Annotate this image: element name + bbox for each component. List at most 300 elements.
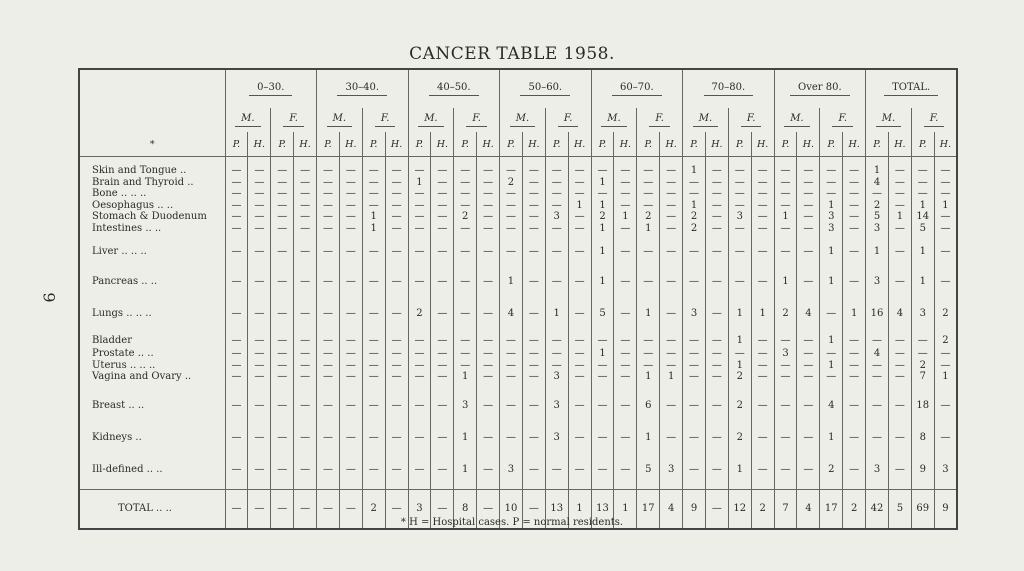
cell-value: 1 (454, 415, 477, 447)
cell-value: — (614, 371, 637, 383)
cell-value: — (934, 259, 957, 291)
total-value: — (294, 489, 317, 529)
cell-value: — (843, 360, 866, 372)
cell-value: 1 (545, 291, 568, 323)
cell-value: — (408, 323, 431, 348)
spacer (888, 479, 911, 490)
cell-value: — (751, 415, 774, 447)
cell-value: — (431, 323, 454, 348)
cell-value: — (248, 188, 271, 200)
cell-value: — (248, 234, 271, 259)
table-row (79, 383, 957, 415)
cell-value: — (522, 415, 545, 447)
cell-value: — (431, 177, 454, 189)
cell-value: — (934, 188, 957, 200)
cell-value: — (728, 223, 751, 235)
cell-value: 1 (820, 415, 843, 447)
sex-label: F. (375, 113, 396, 127)
age-group-label: TOTAL. (884, 82, 938, 96)
ph-header: H. (797, 132, 820, 157)
cell-value: — (477, 371, 500, 383)
cell-value: — (545, 234, 568, 259)
cell-value: — (888, 259, 911, 291)
sex-label: F. (924, 113, 945, 127)
spacer (934, 157, 957, 166)
cell-value: — (477, 177, 500, 189)
cell-value: — (568, 383, 591, 415)
cell-value: — (591, 165, 614, 177)
cell-value: 5 (911, 223, 934, 235)
cell-value: 1 (774, 259, 797, 291)
cell-value: — (843, 223, 866, 235)
cell-value: — (774, 383, 797, 415)
cell-value: — (248, 447, 271, 479)
cell-value: — (614, 348, 637, 360)
spacer (637, 157, 660, 166)
cell-value: — (660, 383, 683, 415)
cell-value: — (294, 234, 317, 259)
cell-value: — (271, 223, 294, 235)
cell-value: — (454, 177, 477, 189)
cell-value: — (522, 223, 545, 235)
cell-value: 2 (820, 447, 843, 479)
cell-value: — (683, 348, 706, 360)
cell-value: — (545, 177, 568, 189)
cell-value: — (385, 200, 408, 212)
cell-value: — (454, 188, 477, 200)
cell-value: — (843, 177, 866, 189)
spacer (271, 479, 294, 490)
cell-value: — (477, 360, 500, 372)
cell-value: — (843, 234, 866, 259)
spacer (454, 157, 477, 166)
ph-header: H. (888, 132, 911, 157)
sex-label: F. (649, 113, 670, 127)
cell-value: — (408, 211, 431, 223)
age-group-header (317, 69, 409, 108)
cell-value: — (797, 234, 820, 259)
cell-value: — (751, 177, 774, 189)
cell-value: — (362, 234, 385, 259)
cell-value: 2 (728, 383, 751, 415)
cell-value: — (477, 291, 500, 323)
cell-value: — (225, 415, 248, 447)
cell-value: — (408, 165, 431, 177)
spacer (545, 157, 568, 166)
cell-value: 2 (911, 360, 934, 372)
cell-value: — (362, 371, 385, 383)
total-value: 4 (797, 489, 820, 529)
cell-value: — (271, 360, 294, 372)
cell-value: — (774, 234, 797, 259)
cell-value: — (225, 371, 248, 383)
cell-value: — (888, 447, 911, 479)
ph-header: P. (225, 132, 248, 157)
cell-value: — (522, 447, 545, 479)
cell-value: — (248, 177, 271, 189)
cell-value: — (385, 371, 408, 383)
total-value: 69 (911, 489, 934, 529)
spacer (317, 479, 340, 490)
row-label: Breast .. .. (92, 399, 145, 411)
ph-header: H. (477, 132, 500, 157)
cell-value: 18 (911, 383, 934, 415)
cell-value: — (271, 177, 294, 189)
cell-value: — (225, 200, 248, 212)
cell-value: — (385, 223, 408, 235)
cell-value: — (385, 348, 408, 360)
spacer (454, 479, 477, 490)
cell-value: — (294, 323, 317, 348)
cell-value: — (317, 165, 340, 177)
sex-header (545, 108, 591, 132)
cell-value: — (614, 447, 637, 479)
total-value: 10 (500, 489, 523, 529)
spacer (522, 479, 545, 490)
cell-value: — (294, 165, 317, 177)
row-label: Liver .. .. .. (92, 246, 147, 257)
cell-value: — (637, 234, 660, 259)
cell-value: 1 (820, 200, 843, 212)
age-group-header (683, 69, 775, 108)
cell-value: 1 (454, 447, 477, 479)
cell-value: — (614, 177, 637, 189)
table-row (79, 447, 957, 479)
cell-value: — (660, 291, 683, 323)
cell-value: 1 (591, 348, 614, 360)
cell-value: — (477, 200, 500, 212)
cell-value: 1 (408, 177, 431, 189)
cell-value: 1 (888, 211, 911, 223)
cell-value: — (385, 447, 408, 479)
header-blank (79, 69, 225, 108)
cell-value: — (660, 360, 683, 372)
cell-value: — (843, 188, 866, 200)
cell-value: — (317, 348, 340, 360)
cell-value: — (705, 323, 728, 348)
cell-value: — (408, 200, 431, 212)
ph-header: P. (683, 132, 706, 157)
cell-value: — (500, 234, 523, 259)
cell-value: — (797, 383, 820, 415)
spacer (545, 479, 568, 490)
spacer (705, 157, 728, 166)
cell-value: — (248, 211, 271, 223)
cell-value: — (934, 383, 957, 415)
cell-value: — (522, 234, 545, 259)
cell-value: 2 (500, 177, 523, 189)
spacer (385, 157, 408, 166)
cell-value: — (362, 165, 385, 177)
cell-value: — (248, 259, 271, 291)
cell-value: — (317, 323, 340, 348)
age-group-label: Over 80. (790, 82, 850, 96)
cell-value: — (500, 323, 523, 348)
total-value: — (248, 489, 271, 529)
cell-value: — (888, 234, 911, 259)
cell-value: — (339, 234, 362, 259)
cell-value: 2 (774, 291, 797, 323)
cell-value: — (683, 447, 706, 479)
cell-value: — (797, 348, 820, 360)
cell-value: — (294, 200, 317, 212)
table-row (79, 211, 957, 223)
cell-value: 1 (568, 200, 591, 212)
ph-header: P. (362, 132, 385, 157)
cell-value: — (866, 415, 889, 447)
sex-header (683, 108, 729, 132)
cell-value: — (408, 360, 431, 372)
spacer (408, 157, 431, 166)
ph-header: P. (545, 132, 568, 157)
spacer (751, 479, 774, 490)
sex-header (362, 108, 408, 132)
cell-value: 2 (454, 211, 477, 223)
cell-value: — (637, 177, 660, 189)
cell-value: — (317, 223, 340, 235)
cell-value: — (294, 383, 317, 415)
cell-value: — (431, 447, 454, 479)
cell-value: — (408, 383, 431, 415)
cell-value: — (614, 234, 637, 259)
ph-header: P. (728, 132, 751, 157)
spacer (568, 157, 591, 166)
cell-value: — (431, 165, 454, 177)
cell-value: — (728, 259, 751, 291)
cell-value: 2 (934, 291, 957, 323)
cell-value: — (568, 188, 591, 200)
cell-value: 1 (774, 211, 797, 223)
cell-value: — (820, 165, 843, 177)
spacer (477, 479, 500, 490)
spacer (591, 479, 614, 490)
cell-value: — (477, 165, 500, 177)
cell-value: — (797, 200, 820, 212)
cell-value: — (294, 371, 317, 383)
cell-value: — (317, 259, 340, 291)
cell-value: — (385, 415, 408, 447)
cell-value: — (271, 200, 294, 212)
cell-value: — (614, 323, 637, 348)
cell-value: — (683, 188, 706, 200)
cell-value: — (362, 415, 385, 447)
cell-value: 1 (866, 165, 889, 177)
cell-value: — (271, 415, 294, 447)
cell-value: 5 (866, 211, 889, 223)
sex-label: F. (832, 113, 853, 127)
spacer (614, 157, 637, 166)
ph-header: H. (248, 132, 271, 157)
cell-value: — (660, 223, 683, 235)
cell-value: 1 (843, 291, 866, 323)
cell-value: — (225, 188, 248, 200)
cell-value: — (225, 348, 248, 360)
cell-value: — (408, 447, 431, 479)
age-group-header (500, 69, 592, 108)
cell-value: — (500, 165, 523, 177)
spacer (568, 479, 591, 490)
cell-value: — (317, 383, 340, 415)
total-value: — (385, 489, 408, 529)
cell-value: — (797, 223, 820, 235)
cell-value: — (888, 415, 911, 447)
sex-label: M. (510, 113, 535, 127)
row-label: Prostate .. .. (92, 348, 154, 360)
star-marker: * (79, 132, 225, 157)
cell-value: — (591, 323, 614, 348)
cell-value: — (225, 211, 248, 223)
cell-value: — (774, 223, 797, 235)
cell-value: — (317, 200, 340, 212)
cell-value: 1 (728, 291, 751, 323)
cell-value: 1 (728, 323, 751, 348)
cell-value: — (294, 291, 317, 323)
cell-value: — (614, 223, 637, 235)
total-label: TOTAL .. .. (118, 503, 172, 514)
total-value: — (271, 489, 294, 529)
cell-value: — (362, 383, 385, 415)
cell-value: — (477, 447, 500, 479)
spacer (385, 479, 408, 490)
spacer (866, 157, 889, 166)
cell-value: — (774, 447, 797, 479)
cell-value: — (751, 165, 774, 177)
cell-value: — (797, 165, 820, 177)
cell-value: — (911, 323, 934, 348)
cell-value: — (339, 348, 362, 360)
table-row (79, 234, 957, 259)
cell-value: 1 (728, 447, 751, 479)
cell-value: 2 (728, 371, 751, 383)
cell-value: — (339, 200, 362, 212)
cell-value: 1 (866, 234, 889, 259)
cell-value: — (751, 360, 774, 372)
cell-value: — (637, 259, 660, 291)
cell-value: — (454, 223, 477, 235)
spacer (431, 157, 454, 166)
ph-header: P. (866, 132, 889, 157)
spacer (820, 157, 843, 166)
row-label: Bone .. .. .. (92, 188, 147, 200)
cell-value: — (477, 348, 500, 360)
cell-value: — (339, 291, 362, 323)
ph-header: H. (934, 132, 957, 157)
cell-value: — (797, 371, 820, 383)
ph-header: P. (591, 132, 614, 157)
cell-value: — (339, 211, 362, 223)
total-value: 1 (568, 489, 591, 529)
cell-value: — (271, 211, 294, 223)
row-label: Kidneys .. (92, 431, 142, 443)
cell-value: 2 (637, 211, 660, 223)
spacer (728, 157, 751, 166)
cell-value: — (614, 415, 637, 447)
cell-value: 5 (637, 447, 660, 479)
cell-value: 1 (820, 234, 843, 259)
table-row (79, 360, 957, 372)
cell-value: — (843, 348, 866, 360)
total-value: 42 (866, 489, 889, 529)
cell-value: 4 (888, 291, 911, 323)
sex-header (866, 108, 912, 132)
cell-value: — (568, 211, 591, 223)
table-row (79, 259, 957, 291)
cell-value: 1 (660, 371, 683, 383)
cell-value: 3 (545, 383, 568, 415)
cell-value: 1 (500, 259, 523, 291)
cell-value: — (751, 348, 774, 360)
cell-value: — (568, 415, 591, 447)
cell-value: — (339, 360, 362, 372)
cell-value: 3 (820, 211, 843, 223)
cell-value: — (339, 177, 362, 189)
cell-value: — (431, 211, 454, 223)
cell-value: — (843, 415, 866, 447)
cell-value: — (294, 415, 317, 447)
cell-value: — (751, 371, 774, 383)
spacer (797, 479, 820, 490)
row-label: Vagina and Ovary .. (92, 371, 192, 383)
cell-value: — (522, 188, 545, 200)
cell-value: — (522, 383, 545, 415)
cell-value: — (431, 259, 454, 291)
cell-value: — (683, 259, 706, 291)
cell-value: — (934, 348, 957, 360)
cell-value: — (568, 223, 591, 235)
cell-value: — (454, 165, 477, 177)
ph-header: H. (385, 132, 408, 157)
cell-value: — (660, 348, 683, 360)
sex-label: M. (418, 113, 443, 127)
cell-value: — (545, 360, 568, 372)
total-value: 5 (888, 489, 911, 529)
cell-value: — (500, 360, 523, 372)
cell-value: — (683, 383, 706, 415)
cell-value: — (843, 200, 866, 212)
cell-value: — (591, 447, 614, 479)
age-group-header (408, 69, 500, 108)
table-row (79, 165, 957, 177)
cell-value: 3 (866, 223, 889, 235)
spacer (820, 479, 843, 490)
cell-value: — (317, 447, 340, 479)
cell-value: — (705, 348, 728, 360)
cell-value: — (294, 348, 317, 360)
cell-value: — (271, 165, 294, 177)
spacer (317, 157, 340, 166)
cell-value: 1 (454, 371, 477, 383)
cell-value: — (248, 323, 271, 348)
cell-value: — (934, 234, 957, 259)
cell-value: 1 (362, 223, 385, 235)
cell-value: — (751, 188, 774, 200)
age-group-header (225, 69, 317, 108)
cell-value: — (454, 323, 477, 348)
cell-value: — (774, 200, 797, 212)
cell-value: — (431, 234, 454, 259)
cell-value: 2 (591, 211, 614, 223)
age-group-label: 30–40. (337, 82, 387, 96)
cell-value: — (705, 177, 728, 189)
total-value: 4 (660, 489, 683, 529)
row-label: Stomach & Duodenum (92, 211, 207, 223)
table-row (79, 291, 957, 323)
cell-value: — (888, 200, 911, 212)
sex-label: M. (876, 113, 901, 127)
cell-value: — (705, 259, 728, 291)
cell-value: — (385, 211, 408, 223)
age-group-label: 50–60. (520, 82, 570, 96)
